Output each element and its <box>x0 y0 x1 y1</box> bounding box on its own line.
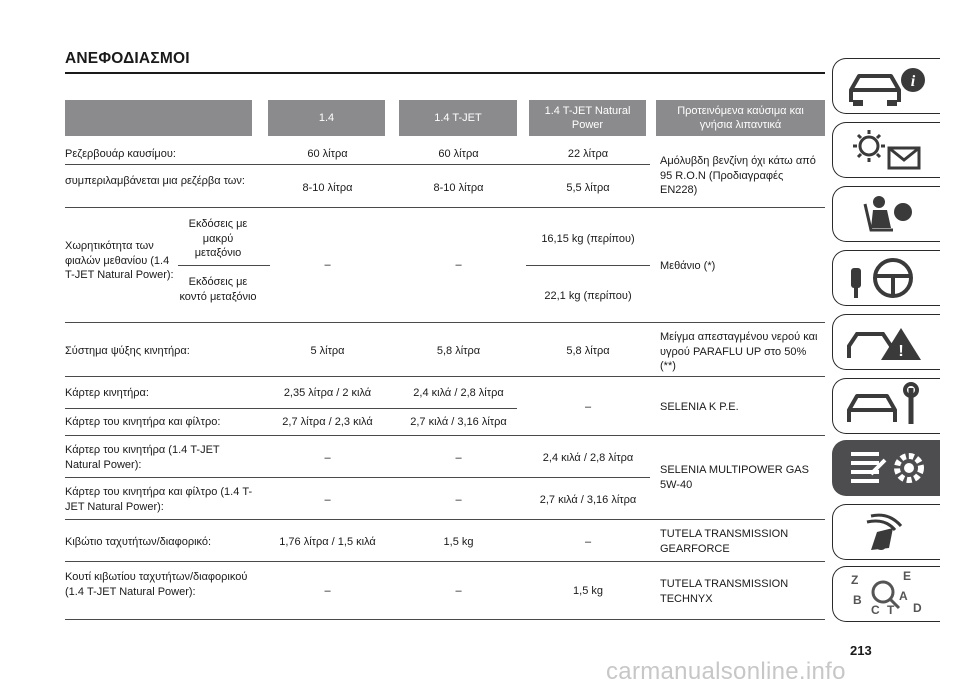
sidebar-tab-warning-lights[interactable] <box>832 122 940 178</box>
page-number: 213 <box>850 643 872 658</box>
row-cooling-c3: 5,8 λίτρα <box>566 345 610 357</box>
warning-lights-icon <box>841 126 933 174</box>
sidebar-tab-car-info[interactable] <box>832 58 940 114</box>
header-col-1.4: 1.4 <box>268 100 385 136</box>
row-divider <box>65 477 650 478</box>
row-fuel-tank-c3: 22 λίτρα <box>567 148 609 160</box>
oil-note: SELENIA K P.E. <box>660 401 739 413</box>
row-cooling-label: Σύστημα ψύξης κινητήρα: <box>65 345 190 357</box>
row-oil-sump-c1: 2,35 λίτρα / 2 κιλά <box>283 387 372 399</box>
cooling-note: Μείγμα απεσταγμένου νερού και υγρού PARAFLU UP στο 50% (**) <box>660 331 818 372</box>
row-divider <box>65 322 825 323</box>
row-np-oil-sump-filter-c2: – <box>455 494 462 506</box>
row-divider <box>65 619 825 620</box>
row-oil-sump-filter-c1: 2,7 λίτρα / 2,3 κιλά <box>282 416 373 428</box>
row-gearbox-c1: 1,76 λίτρα / 1,5 κιλά <box>279 536 376 548</box>
row-oil-sump-filter-c2: 2,7 κιλά / 3,16 λίτρα <box>410 416 507 428</box>
row-gearbox-label: Κιβώτιο ταχυτήτων/διαφορικό: <box>65 536 212 548</box>
row-reserve-label: συμπεριλαμβάνεται μια ρεζέρβα των: <box>65 175 245 187</box>
row-divider <box>65 408 517 409</box>
header-col-tjet-natural-power: 1.4 T-JET Natural Power <box>529 100 646 136</box>
page-title: ΑΝΕΦΟΔΙΑΣΜΟΙ <box>65 50 190 67</box>
car-info-icon <box>841 62 933 110</box>
index-letter: E <box>902 570 911 583</box>
title-rule <box>65 72 825 74</box>
row-np-oil-sump-filter-c3: 2,7 κιλά / 3,16 λίτρα <box>539 494 637 506</box>
row-methane-c3-long: 16,15 kg (περίπου) <box>541 233 635 245</box>
steering-wheel-key-icon <box>841 254 933 302</box>
row-np-oil-sump-label: Κάρτερ του κινητήρα (1.4 T-JET Natural Power): <box>65 444 220 471</box>
row-np-oil-sump-c3: 2,4 κιλά / 2,8 λίτρα <box>542 452 634 464</box>
index-letter: B <box>852 593 862 607</box>
sidebar-tab-technical-data[interactable] <box>832 440 940 496</box>
sub-divider <box>178 265 270 266</box>
index-letter: C <box>870 603 880 617</box>
svg-text:!: ! <box>897 343 904 360</box>
index-letter: D <box>912 601 922 615</box>
row-methane-c2: – <box>455 259 462 271</box>
row-divider <box>65 376 825 377</box>
row-fuel-tank-c2: 60 λίτρα <box>438 148 479 160</box>
row-np-gearbox-c2: – <box>455 585 462 597</box>
sidebar-tab-airbag-seat[interactable] <box>832 186 940 242</box>
car-maintenance-icon <box>841 382 933 430</box>
row-gearbox-c2: 1,5 kg <box>443 536 474 548</box>
row-fuel-tank-c1: 60 λίτρα <box>307 148 348 160</box>
row-methane-sub-short: Εκδόσεις με κοντό μεταξόνιο <box>179 276 257 303</box>
row-reserve-c3: 5,5 λίτρα <box>566 182 610 194</box>
row-divider <box>65 519 825 520</box>
row-oil-sump-c2: 2,4 κιλά / 2,8 λίτρα <box>413 387 504 399</box>
row-cooling-c2: 5,8 λίτρα <box>436 345 481 357</box>
row-divider <box>65 164 650 165</box>
methane-note: Μεθάνιο (*) <box>660 260 716 272</box>
svg-text:i: i <box>910 73 915 90</box>
row-oil-c3: – <box>584 401 592 413</box>
index-letter: T <box>886 603 894 617</box>
row-oil-sump-label: Κάρτερ κινητήρα: <box>65 387 149 399</box>
row-np-oil-sump-filter-label: Κάρτερ του κινητήρα και φίλτρο (1.4 T-JET Natural Power): <box>65 486 253 513</box>
row-np-oil-sump-c2: – <box>455 452 462 464</box>
sidebar-tab-multimedia[interactable] <box>832 504 940 560</box>
row-np-gearbox-c3: 1,5 kg <box>573 585 603 597</box>
technical-data-icon <box>841 444 933 492</box>
airbag-seat-icon <box>841 190 933 238</box>
row-np-gearbox-label: Κουτί κιβωτίου ταχυτήτων/διαφορικού (1.4 T-JET Natural Power): <box>65 571 248 598</box>
row-divider <box>65 207 825 208</box>
sidebar-tab-index[interactable] <box>832 566 940 622</box>
row-gearbox-c3: – <box>584 536 592 548</box>
row-np-gearbox-c1: – <box>324 585 331 597</box>
row-divider <box>65 561 825 562</box>
row-methane-label: Χωρητικότητα των φιαλών μεθανίου (1.4 T-JET Natural Power): <box>65 240 174 281</box>
sidebar-tab-maintenance[interactable] <box>832 378 940 434</box>
row-fuel-tank-label: Ρεζερβουάρ καυσίμου: <box>65 148 176 160</box>
row-reserve-c2: 8-10 λίτρα <box>433 182 484 194</box>
header-col-tjet: 1.4 T-JET <box>399 100 517 136</box>
row-methane-sub-long: Εκδόσεις με μακρύ μεταξόνιο <box>188 218 248 259</box>
np-oil-note: SELENIA MULTIPOWER GAS 5W-40 <box>660 464 809 491</box>
row-cooling-c1: 5 λίτρα <box>310 345 345 357</box>
roadside-emergency-icon <box>841 318 933 366</box>
row-methane-c3-short: 22,1 kg (περίπου) <box>544 290 632 302</box>
row-methane-c1: – <box>324 259 331 271</box>
header-blank-cell <box>65 100 252 136</box>
row-np-oil-sump-filter-c1: – <box>324 494 331 506</box>
row-reserve-c1: 8-10 λίτρα <box>302 182 353 194</box>
fuel-note: Αμόλυβδη βενζίνη όχι κάτω από 95 R.O.N (Προδιαγραφές EN228) <box>660 155 816 196</box>
sidebar-tab-steering-key[interactable] <box>832 250 940 306</box>
sidebar-tab-emergency[interactable] <box>832 314 940 370</box>
row-divider <box>65 435 825 436</box>
header-col-recommended-fluids: Προτεινόμενα καύσιμα και γνήσια λιπαντικά <box>656 100 825 136</box>
index-letter: Z <box>850 573 858 587</box>
multimedia-icon <box>841 508 933 556</box>
np-gearbox-note: TUTELA TRANSMISSION TECHNYX <box>660 578 789 605</box>
sub-divider <box>526 265 650 266</box>
gearbox-note: TUTELA TRANSMISSION GEARFORCE <box>660 528 789 555</box>
alphabetical-index-icon <box>841 570 933 618</box>
watermark: carmanualsonline.info <box>606 658 846 685</box>
index-letter: A <box>898 589 908 603</box>
row-oil-sump-filter-label: Κάρτερ του κινητήρα και φίλτρο: <box>65 416 221 428</box>
row-np-oil-sump-c1: – <box>324 452 331 464</box>
